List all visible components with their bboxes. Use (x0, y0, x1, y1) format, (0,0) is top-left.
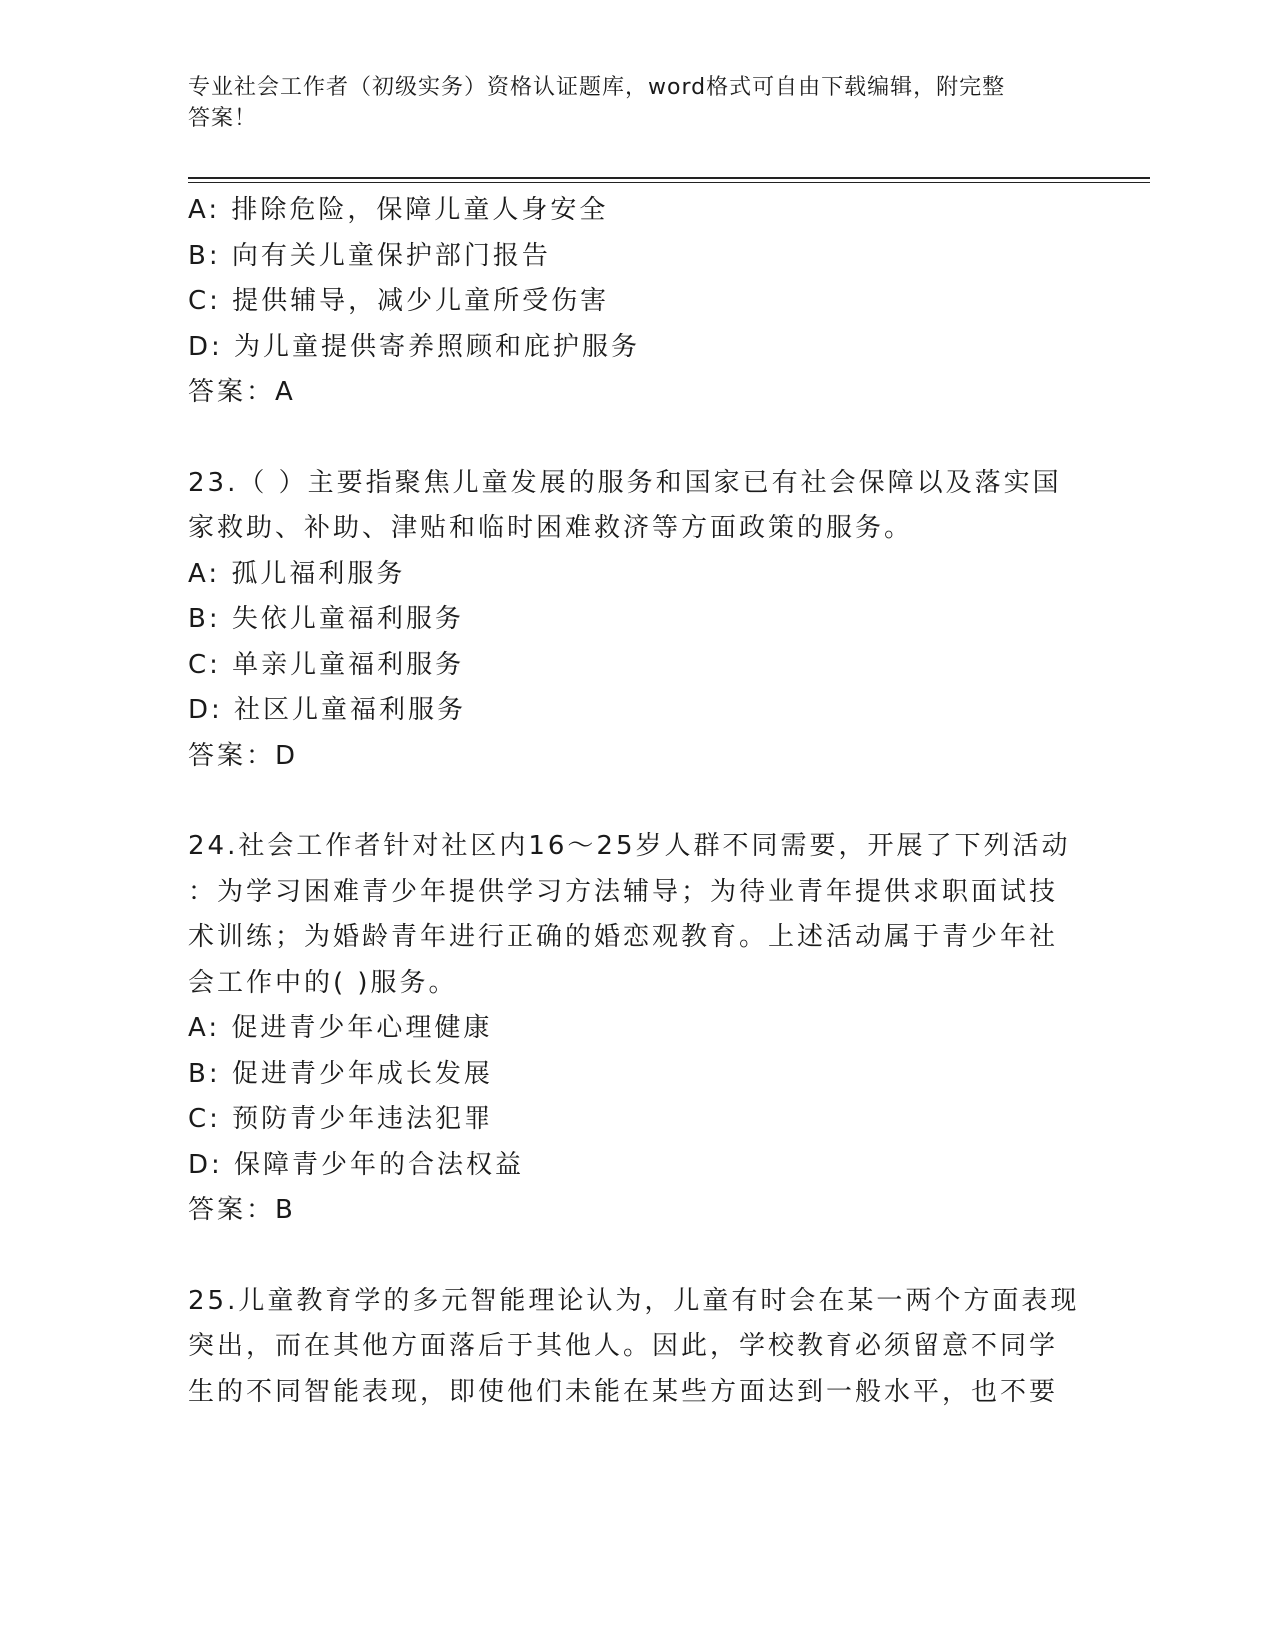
option-d: D: 为儿童提供寄养照顾和庇护服务 (188, 331, 641, 362)
question-stem: 25.儿童教育学的多元智能理论认为，儿童有时会在某一两个方面表现 (188, 1285, 1080, 1316)
question-stem: 生的不同智能表现，即使他们未能在某些方面达到一般水平，也不要 (188, 1376, 1059, 1407)
option-a: A: 促进青少年心理健康 (188, 1013, 493, 1043)
answer: 答案：B (188, 1195, 296, 1225)
option-b: B: 失依儿童福利服务 (188, 604, 464, 634)
question-stem: 23.（ ）主要指聚焦儿童发展的服务和国家已有社会保障以及落实国 (188, 467, 1062, 498)
spacer (188, 779, 1068, 824)
header-line-2: 答案！ (188, 106, 258, 131)
option-a: A: 排除危险，保障儿童人身安全 (188, 195, 609, 225)
question-24 (188, 824, 1071, 1234)
question-stem: 24.社会工作者针对社区内16～25岁人群不同需要，开展了下列活动 (188, 831, 1071, 861)
question-stem: 家救助、补助、津贴和临时困难救济等方面政策的服务。 (188, 513, 914, 543)
question-23 (188, 461, 1068, 780)
option-b: B: 向有关儿童保护部门报告 (188, 240, 551, 271)
answer: 答案：D (188, 740, 299, 771)
question-22 (188, 188, 1068, 416)
question-stem: 突出，而在其他方面落后于其他人。因此，学校教育必须留意不同学 (188, 1331, 1059, 1361)
option-a: A: 孤儿福利服务 (188, 558, 406, 589)
question-stem: 术训练；为婚龄青年进行正确的婚恋观教育。上述活动属于青少年社 (188, 922, 1059, 952)
spacer (188, 416, 1068, 461)
header-rule-thin (188, 182, 1150, 183)
question-stem: 会工作中的( )服务。 (188, 967, 458, 998)
spacer (188, 1234, 1068, 1279)
option-d: D: 保障青少年的合法权益 (188, 1149, 525, 1180)
document-header (188, 72, 1068, 134)
question-list (188, 188, 1080, 1415)
answer: 答案：A (188, 377, 296, 407)
option-c: C: 预防青少年违法犯罪 (188, 1104, 494, 1134)
question-25 (188, 1279, 1080, 1416)
option-c: C: 单亲儿童福利服务 (188, 649, 465, 680)
option-d: D: 社区儿童福利服务 (188, 695, 467, 725)
header-rule-thick (188, 177, 1150, 179)
option-b: B: 促进青少年成长发展 (188, 1058, 493, 1089)
header-line-1: 专业社会工作者（初级实务）资格认证题库，word格式可自由下载编辑，附完整 (188, 75, 1006, 100)
option-c: C: 提供辅导，减少儿童所受伤害 (188, 286, 610, 316)
question-stem: ：为学习困难青少年提供学习方法辅导；为待业青年提供求职面试技 (188, 876, 1059, 907)
